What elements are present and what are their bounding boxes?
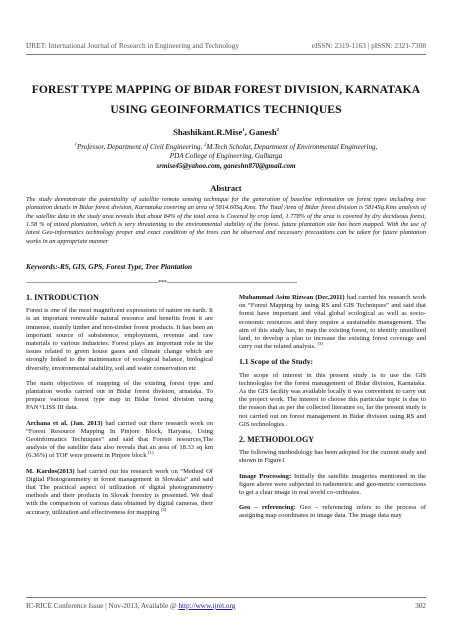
lit-review-rizwan: Muhammad Asim Rizwan (Dec,2011) had carried his research work on “Forest Mapping by using RS and GIS Techniques” and said that forest have important and vital global ecological as well as socio-economic resources and they require a sustainable management. The aim of this study has, to map the existing forest, to identify unutilized land, to develop a plan to increase the existing forest coverage and carry out the related analysis. [3] xyxy=(239,294,426,351)
heading-methodology: 2. METHODOLOGY xyxy=(239,435,315,445)
affiliations: $^1$Professor, Department of Civil Engineering, $^2$M.Tech Scholar, Department of Environmental Engineering, PDA College of Engineering, Gulbarga srmise45@yahoo.com, ganeshn870@gmail.com xyxy=(26,143,426,171)
author-emails: srmise45@yahoo.com, ganeshn870@gmail.com xyxy=(156,161,296,170)
right-column xyxy=(239,294,426,528)
running-header xyxy=(26,41,426,50)
author-list: Shashikant.R.Mise$^1$, Ganesh$^2$ xyxy=(173,127,279,137)
page-number: 302 xyxy=(415,602,426,610)
georeferencing-paragraph: Geo – referencing: Geo – referencing refers to the process of assigning map coordinates to image data. The image data may xyxy=(239,504,426,520)
title-line-1: FOREST TYPE MAPPING OF BIDAR FOREST DIVISION, KARNATAKA xyxy=(31,83,421,96)
lit-review-archana: Archana et al, (Jan. 2013) had carried out there research work on “Forest Resource Mapping In Pinjore Block, Haryana, Using Geoinformatics Techniques” and said that Forests resources,The analysis of the satellite data also reveals that an area of 18.33 sq km (6.36%) of TOF were present in Pinjore block [1] xyxy=(26,419,213,460)
lit-review-kardos: M. Kardos(2013) had carried out his research work on “Method Of Digital Photogrammetry in forest management in Slovakia” and said that The practical aspect of utilization of digital photogrammetry methods and their products in Slovak forestry is presented. We deal with the comparison of various data obtained by digital cameras, their accuracy, utilization and effectiveness for mapping [2] xyxy=(26,467,213,516)
left-column xyxy=(26,294,213,524)
scope-paragraph: The scope of interest in this present study is to use the GIS technologies for the forest management of Bidar division, Karnataka. As the GIS facility was available locally it was convenient to carry out the project work. The interest to choose this particular topic is due to the reason that as per the collected literature so, far the present study is not carried out on forest management in Bidar division using RS and GIS technologies. xyxy=(239,371,426,428)
section-separator: -----------------------------------------------------------------------***---------------------------------------------------------------------- xyxy=(26,279,298,286)
footer-rule xyxy=(26,597,426,598)
header-rule xyxy=(26,54,426,55)
image-processing-paragraph: Image Processing: Initially the satellite imageries mentioned in the figure above were subjected to radiometric and geo-metric corrections to get a clear image in real world co-ordinates. xyxy=(239,472,426,497)
footer-conference: IC-RICE Conference Issue | Nov-2013, Available @ xyxy=(26,602,179,610)
abstract-heading: Abstract xyxy=(210,184,242,193)
author-1: Shashikant.R.Mise xyxy=(173,127,243,137)
title-line-2: USING GEOINFORMATICS TECHNIQUES xyxy=(110,103,342,116)
issn: eISSN: 2319-1163 | pISSN: 2321-7308 xyxy=(311,41,426,50)
keywords: Keywords:-RS, GIS, GPS, Forest Type, Tree Plantation xyxy=(26,262,193,271)
intro-paragraph-2: The main objectives of mapping of the existing forest type and plantation works carried out in Bidar forest division, arnataka. To prepare various forest type map in Bidar forest division using PAN+LISS III data. xyxy=(26,379,213,412)
abstract-text: The study demonstrate the potentiality of satellite remote sensing technique for the generation of baseline information on forest types including tree plantation details in Bidar forest division, Karnataka covering an area of 5814.60Sq.Kms. The Total Area of Bidar forest division is 5814Sq.Kms analysis of the satellite data in the study area reveals that about 84% of the total area is Covered by crop land, 1.778% of the area is covered by dry deciduous forest, 1.58 % of mixed plantation, which is very threatening to the environmental stability of the forest. future plantation site has been mapped. With the use of latest Geo-informatics technology proper and exact condition of the trees can be observed and necessary precautions can be taken for future plantation works in an appropriate manner xyxy=(26,196,426,245)
running-footer xyxy=(26,602,426,610)
author-2: Ganesh xyxy=(248,127,277,137)
heading-introduction: 1. INTRODUCTION xyxy=(26,293,99,302)
journal-link[interactable]: http://www.ijret.org xyxy=(178,602,236,610)
intro-paragraph-1: Forest is one of the most magnificent expressions of nature on earth. It is an important renewable natural resource and benefits from it are immense, mainly timber and non-timber forest products. It has been an important source of subsistence, employment, revenue and raw materials to various industries. Forest plays an important role in the issues related to green house gases and climate change which are strongly linked to the maintenance of ecological balance, biological diversity, environmental stability, soil and water conservation etc xyxy=(26,307,213,372)
paper-title xyxy=(26,80,426,120)
journal-name: IJRET: International Journal of Research in Engineering and Technology xyxy=(26,41,239,50)
heading-scope: 1.1 Scope of the Study: xyxy=(239,357,314,367)
methodology-paragraph: The following methodology has been adopted for the current study and shown in Figure1 xyxy=(239,449,426,465)
